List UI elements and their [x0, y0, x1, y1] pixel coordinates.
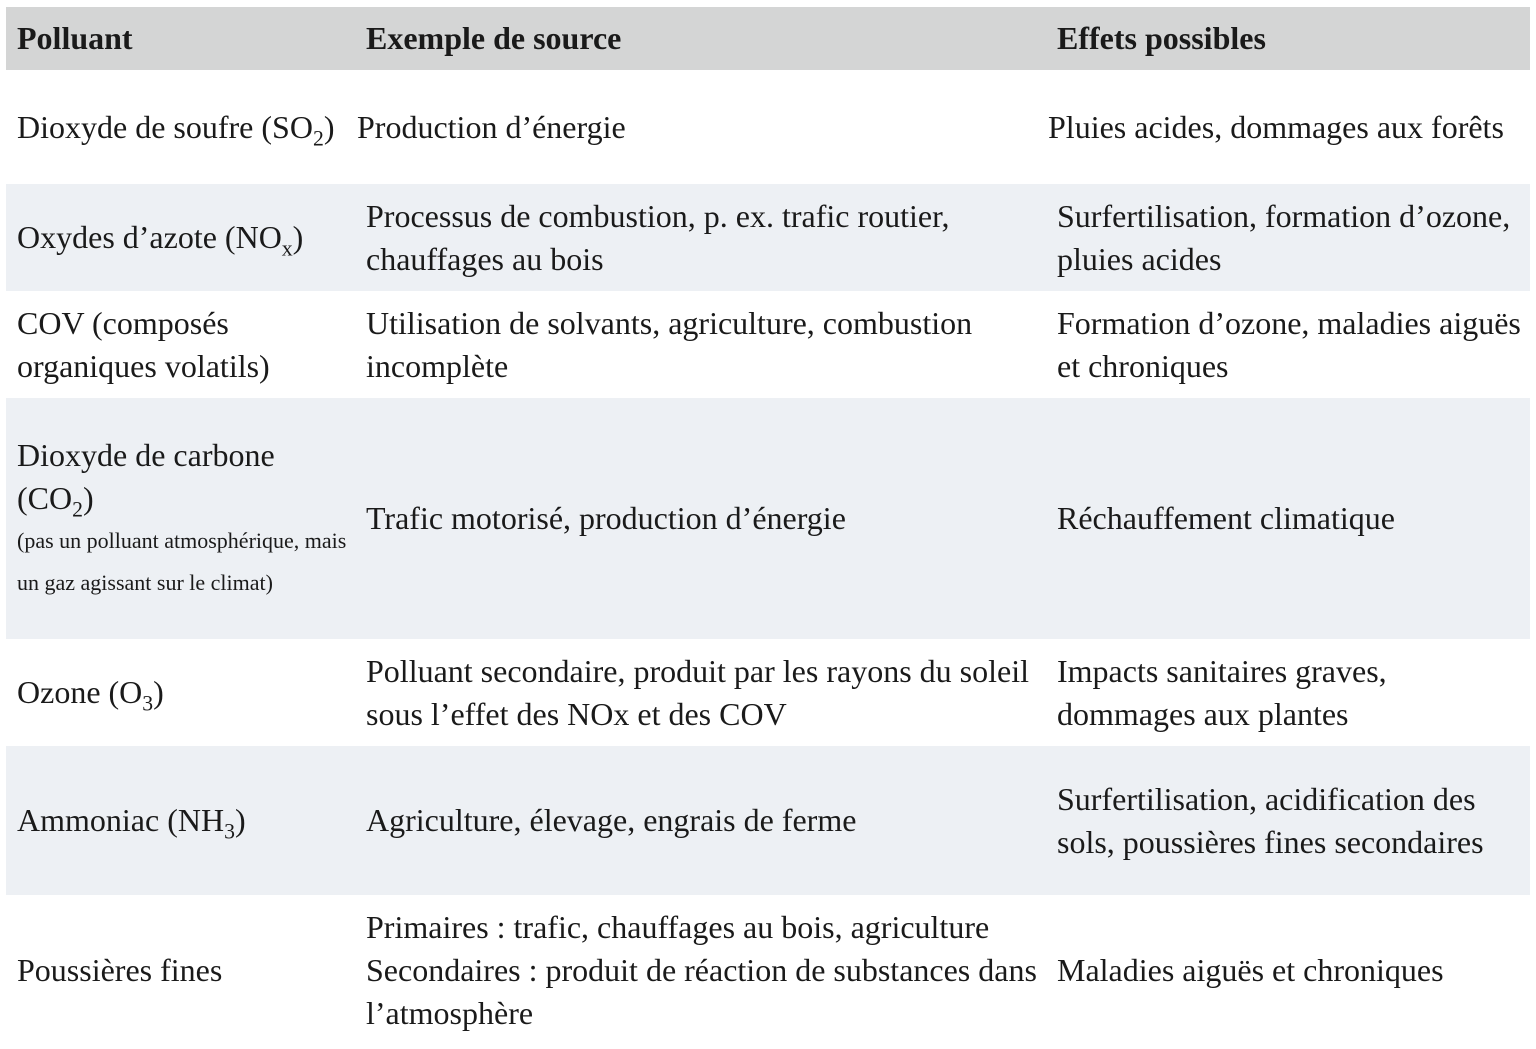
pollutant-cell: Ozone $(O_3)$	[17, 674, 164, 716]
table-row	[6, 639, 1530, 746]
header-effects: Effets possibles	[1057, 20, 1266, 56]
table-row	[6, 746, 1530, 895]
effects-cell: Réchauffement climatique	[1057, 500, 1395, 536]
table-row	[6, 895, 1530, 1046]
source-cell: Polluant secondaire, produit par les rayons du soleil sous l’effet des NOx et des COV	[366, 652, 1029, 732]
pollutant-cell: COV (composés organiques volatils)	[17, 304, 270, 384]
source-cell: Processus de combustion, p. ex. trafic routier, chauffages au bois	[366, 197, 950, 277]
effects-cell: Surfertilisation, acidification des sols, poussières fines secondaires	[1057, 780, 1484, 860]
pollutant-cell: Poussières fines	[17, 952, 223, 988]
pollutant-cell: Dioxyde de soufre $(SO_2)$	[17, 108, 335, 151]
source-cell: Agriculture, élevage, engrais de ferme	[366, 802, 857, 838]
effects-cell: Pluies acides, dommages aux forêts	[1048, 108, 1504, 145]
source-cell: Primaires : trafic, chauffages au bois, agriculture Secondaires : produit de réaction de substances dans l’atmosphère	[366, 909, 1037, 1031]
header-pollutant: Polluant	[17, 20, 133, 56]
table-row	[6, 184, 1530, 291]
pollutant-table	[6, 7, 1530, 1046]
table-row	[6, 291, 1530, 398]
effects-cell: Surfertilisation, formation d’ozone, pluies acides	[1057, 197, 1511, 277]
effects-cell: Maladies aiguës et chroniques	[1057, 952, 1444, 988]
effects-cell: Formation d’ozone, maladies aiguës et chroniques	[1057, 304, 1521, 384]
effects-cell: Impacts sanitaires graves, dommages aux plantes	[1057, 652, 1387, 732]
table-header-row	[6, 7, 1530, 70]
table-row	[6, 398, 1530, 639]
source-cell: Utilisation de solvants, agriculture, combustion incomplète	[366, 304, 973, 384]
pollutant-cell: Ammoniac $(NH_3)$	[17, 802, 246, 844]
source-cell: Production d’énergie	[357, 108, 626, 145]
pollutant-note: (pas un polluant atmosphérique, mais un gaz agissant sur le climat)	[17, 527, 347, 595]
pollutant-cell: Oxydes d’azote $(NO_x)$	[17, 219, 304, 261]
table-row	[6, 70, 1530, 184]
source-cell: Trafic motorisé, production d’énergie	[366, 500, 846, 536]
pollutant-cell: Dioxyde de carbone $(CO_2)$ (pas un polluant atmosphérique, mais un gaz agissant sur le climat)	[6, 434, 355, 604]
header-source: Exemple de source	[366, 20, 622, 56]
